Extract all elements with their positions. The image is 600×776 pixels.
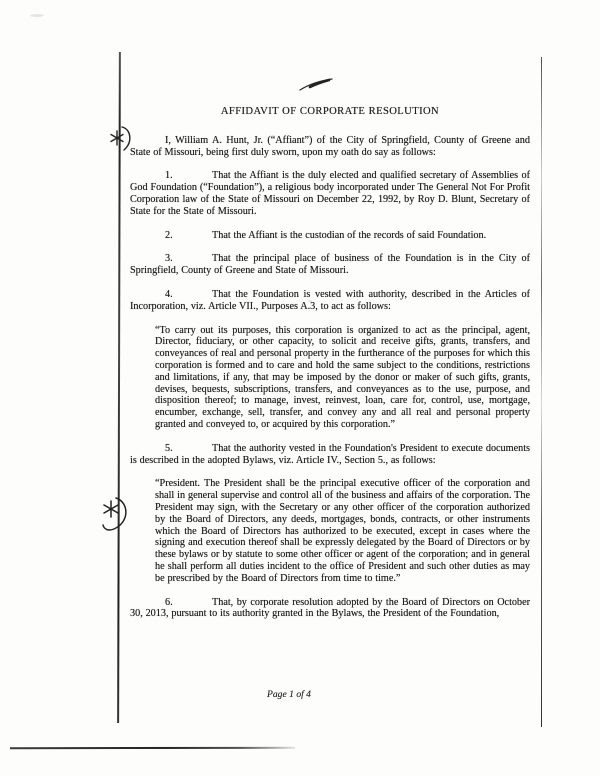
paragraph-text: That the principal place of business of the Foundation is in the City of Springfield, County of Greene and State of Missouri. bbox=[130, 253, 530, 277]
articles-purpose-quote: “To carry out its purposes, this corporation is organized to act as the principal, agent, Director, fiduciary, or other capacity, to solicit and receive gifts, grants, transfers, and conveyances of real and personal property in the furtherance of the purposes for which this corporation is formed and to care and hold the same subject to the conditions, restrictions and limitations, if any, that may be imposed by the donor or maker of such gifts, grants, devises, bequests, subscriptions, transfers, and conveyances as to the use, purpose, and disposition thereof; to manage, invest, reinvest, loan, care for, control, use, mortgage, encumber, exchange, sell, transfer, and convey any and all real and personal property granted and conveyed to, or acquired by this corporation.” bbox=[155, 324, 530, 430]
pen-stroke-mark bbox=[296, 74, 338, 94]
paragraph-number: 3. bbox=[165, 253, 173, 265]
numbered-paragraph-3 bbox=[130, 253, 530, 277]
paragraph-number: 5. bbox=[165, 442, 173, 454]
intro-paragraph: I, William A. Hunt, Jr. (“Affiant”) of the City of Springfield, County of Greene and State of Missouri, being first duly sworn, upon my oath do say as follows: bbox=[130, 134, 530, 158]
paragraph-text: That the Affiant is the duly elected and qualified secretary of Assemblies of God Foundation (“Foundation”), a religious body incorporated under The General Not For Profit Corporation law of the State of Missouri on December 22, 1992, by Roy D. Blunt, Secretary of State for the State of Missouri. bbox=[130, 170, 530, 217]
paragraph-text: That the Affiant is the custodian of the records of said Foundation. bbox=[212, 229, 487, 241]
paragraph-number: 4. bbox=[165, 288, 173, 300]
handwritten-asterisk-annotation bbox=[94, 496, 132, 542]
paragraph-number: 1. bbox=[165, 170, 173, 182]
scan-speck bbox=[30, 14, 44, 17]
bylaws-president-quote: “President. The President shall be the principal executive officer of the corporation and shall in general supervise and control all of the business and affairs of the corporation. The President may sign, with the Secretary or any other officer of the corporation authorized by the Board of Directors, any deeds, mortgages, bonds, contracts, or other instruments which the Board of Directors has authorized to be executed, except in cases where the signing and execution thereof shall be expressly delegated by the Board of Directors or by these bylaws or by statute to some other officer or agent of the corporation; and in general he shall perform all duties incident to the office of President and such other duties as may be prescribed by the Board of Directors from time to time.” bbox=[155, 478, 530, 584]
numbered-paragraph-6 bbox=[130, 597, 530, 621]
document-title: AFFIDAVIT OF CORPORATE RESOLUTION bbox=[220, 106, 440, 117]
page-number-footer: Page 1 of 4 bbox=[267, 689, 311, 700]
numbered-paragraph-2 bbox=[130, 230, 530, 242]
paragraph-number: 6. bbox=[165, 596, 173, 608]
paragraph-number: 2. bbox=[165, 229, 173, 241]
page-edge-line-right bbox=[541, 57, 542, 727]
paragraph-text: That the authority vested in the Foundation's President to execute documents is described in the adopted Bylaws, viz. Article IV., Section 5., as follows: bbox=[130, 442, 530, 466]
paragraph-text: That the Foundation is vested with authority, described in the Articles of Incorporation, viz. Article VII., Purposes A.3, to act as follows: bbox=[130, 288, 530, 312]
numbered-paragraph-1 bbox=[130, 170, 530, 217]
document-body bbox=[130, 106, 530, 632]
numbered-paragraph-5 bbox=[130, 443, 530, 467]
numbered-paragraph-4 bbox=[130, 289, 530, 313]
paragraph-text: That, by corporate resolution adopted by the Board of Directors on October 30, 2013, pursuant to its authority granted in the Bylaws, the President of the Foundation, bbox=[130, 596, 530, 620]
page-edge-line-bottom bbox=[10, 747, 295, 750]
